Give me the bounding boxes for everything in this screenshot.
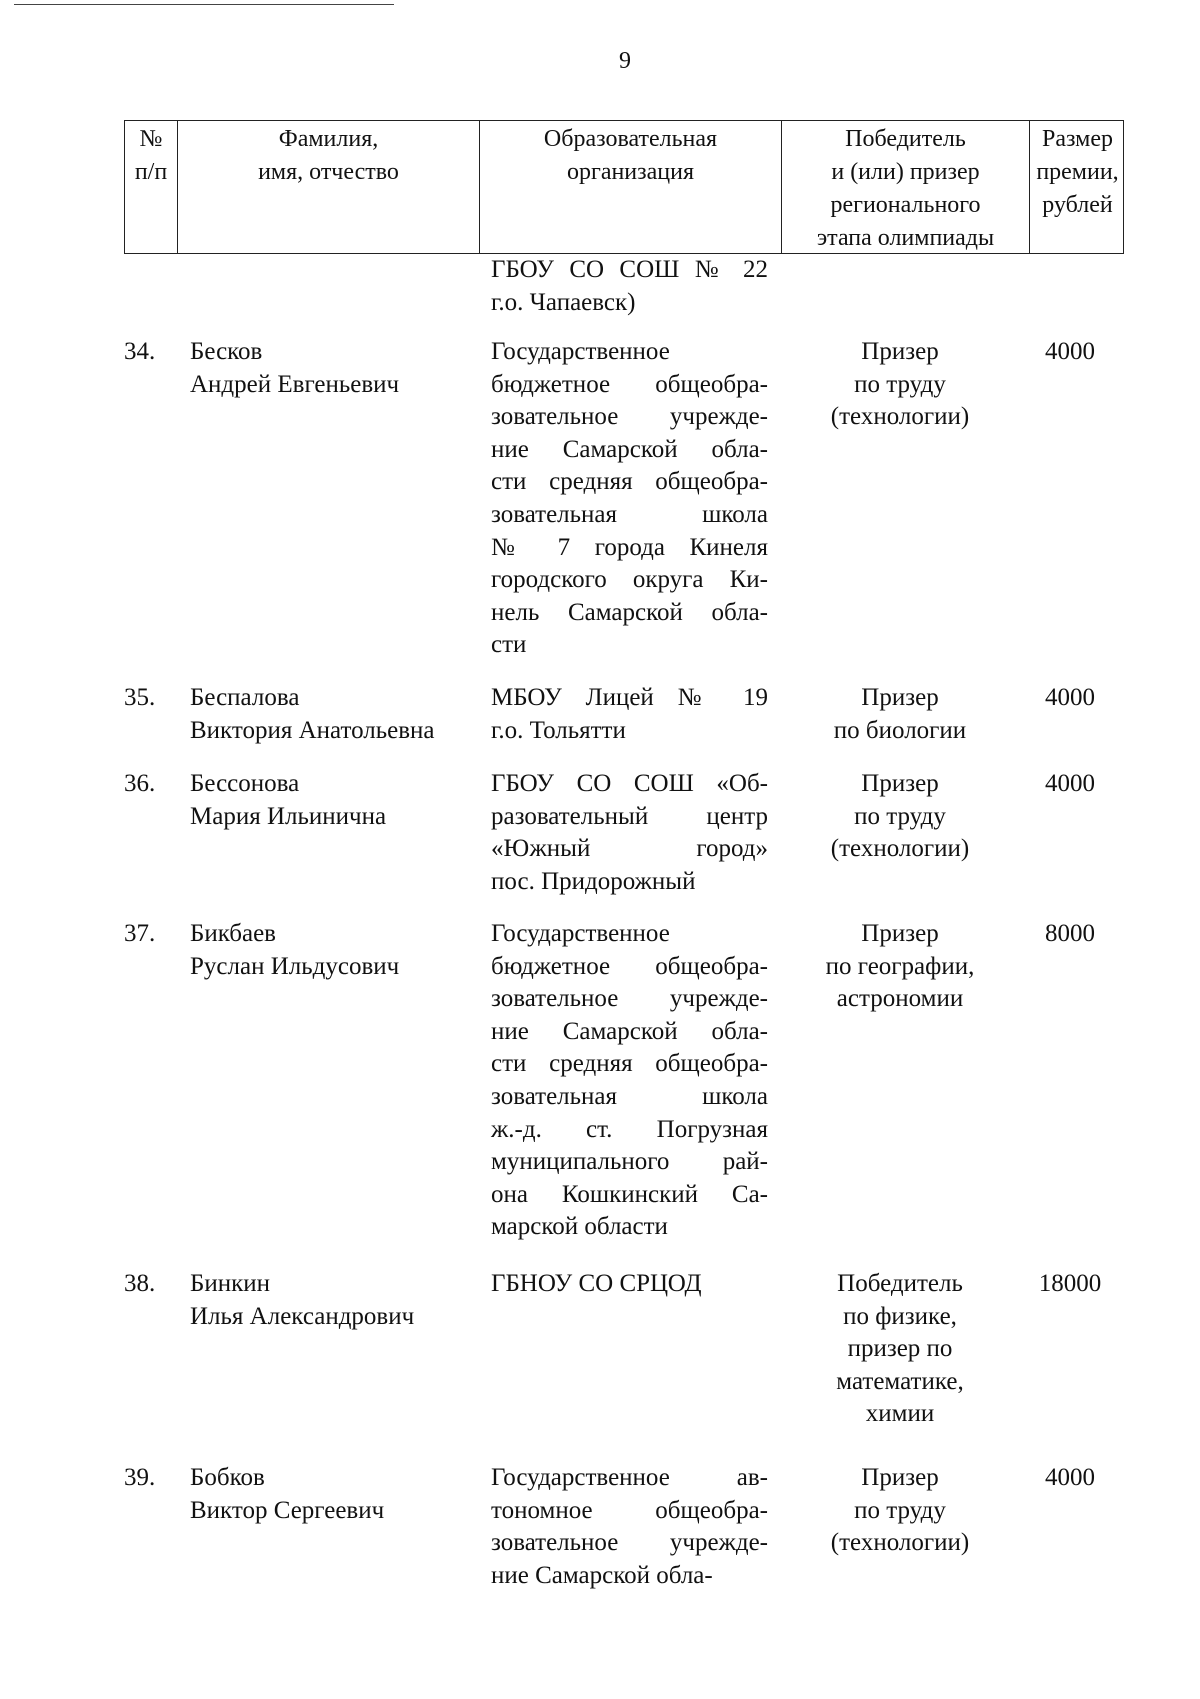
organization-line: ГБОУ СО СОШ «Об- xyxy=(491,770,768,797)
organization-cell xyxy=(491,336,768,662)
organization-line: ж.-д. ст. Погрузная xyxy=(491,1115,768,1143)
person-name: Бинкин Илья Александрович xyxy=(190,1270,415,1330)
organization-line: Государственное ав- xyxy=(491,1464,768,1491)
table-header xyxy=(124,120,1124,254)
organization-line: муниципального рай- xyxy=(491,1148,768,1176)
prize-amount: 4000 xyxy=(1045,770,1095,797)
organization-line: ние Самарской обла- xyxy=(491,435,768,463)
top-rule xyxy=(14,4,394,5)
person-name: Бесков Андрей Евгеньевич xyxy=(190,338,400,398)
row-number: 36. xyxy=(124,770,156,797)
organization-line: зовательная школа xyxy=(491,500,768,528)
organization-line: пос. Придорожный xyxy=(491,867,696,895)
organization-line: зовательная школа xyxy=(491,1082,768,1110)
organization-cell xyxy=(491,918,768,1244)
organization-line: разовательный центр xyxy=(491,802,768,830)
organization-cell xyxy=(491,768,768,898)
organization-cell xyxy=(491,254,768,319)
header-cell-number: № п/п xyxy=(134,126,168,185)
organization-line: городского округа Ки- xyxy=(491,566,768,594)
organization-line: зовательное учрежде- xyxy=(491,403,768,431)
organization-line: бюджетное общеобра- xyxy=(491,370,768,398)
organization-line: зовательное учрежде- xyxy=(491,1529,768,1557)
organization-line: сти средняя общеобра- xyxy=(491,1050,768,1078)
row-number: 34. xyxy=(124,338,156,365)
header-cell-prize: Размер премии, рублей xyxy=(1029,121,1125,253)
prize-amount: 18000 xyxy=(1038,1270,1102,1297)
organization-line: Государственное xyxy=(491,920,670,947)
row-number: 35. xyxy=(124,684,156,711)
organization-cell xyxy=(491,1268,768,1301)
organization-line: марской области xyxy=(491,1213,668,1241)
row-number: 38. xyxy=(124,1270,156,1297)
organization-line: она Кошкинский Са- xyxy=(491,1180,768,1208)
organization-line: ние Самарской обла- xyxy=(491,1017,768,1045)
organization-line: зовательное учрежде- xyxy=(491,985,768,1013)
prize-amount: 8000 xyxy=(1045,920,1095,947)
organization-line: нель Самарской обла- xyxy=(491,598,768,626)
organization-line: ние Самарской обла- xyxy=(491,1561,713,1589)
organization-line: «Южный город» xyxy=(491,835,768,863)
organization-line: ГБНОУ СО СРЦОД xyxy=(491,1270,702,1297)
winner-status: Призер по биологии xyxy=(833,684,967,744)
organization-cell xyxy=(491,682,768,747)
organization-line: г.о. Чапаевск) xyxy=(491,288,636,316)
winner-status: Призер по труду (технологии) xyxy=(830,1464,970,1557)
winner-status: Призер по географии, астрономии xyxy=(825,920,975,1013)
organization-line: Государственное xyxy=(491,338,670,365)
organization-line: ГБОУ СО СОШ № 22 xyxy=(491,256,768,283)
organization-line: сти xyxy=(491,631,527,659)
header-cell-organization: Образовательная организация xyxy=(479,121,781,253)
organization-cell xyxy=(491,1462,768,1592)
person-name: Бессонова Мария Ильинична xyxy=(190,770,387,830)
winner-status: Призер по труду (технологии) xyxy=(830,770,970,863)
prize-amount: 4000 xyxy=(1045,684,1095,711)
row-number: 39. xyxy=(124,1464,156,1491)
organization-line: бюджетное общеобра- xyxy=(491,952,768,980)
header-cell-winner: Победитель и (или) призер регионального этапа олимпиады xyxy=(781,121,1029,253)
winner-status: Победитель по физике, призер по математике, химии xyxy=(836,1270,964,1428)
winner-status: Призер по труду (технологии) xyxy=(830,338,970,431)
header-cell-name: Фамилия, имя, отчество xyxy=(177,121,479,253)
organization-line: № 7 города Кинеля xyxy=(491,533,768,561)
organization-line: сти средняя общеобра- xyxy=(491,468,768,496)
person-name: Бобков Виктор Сергеевич xyxy=(190,1464,385,1524)
organization-line: г.о. Тольятти xyxy=(491,716,626,744)
organization-line: МБОУ Лицей № 19 xyxy=(491,684,768,711)
person-name: Беспалова Виктория Анатольевна xyxy=(190,684,435,744)
page-number: 9 xyxy=(619,48,631,74)
row-number: 37. xyxy=(124,920,156,947)
prize-amount: 4000 xyxy=(1045,1464,1095,1491)
organization-line: тономное общеобра- xyxy=(491,1496,768,1524)
person-name: Бикбаев Руслан Ильдусович xyxy=(190,920,400,980)
prize-amount: 4000 xyxy=(1045,338,1095,365)
